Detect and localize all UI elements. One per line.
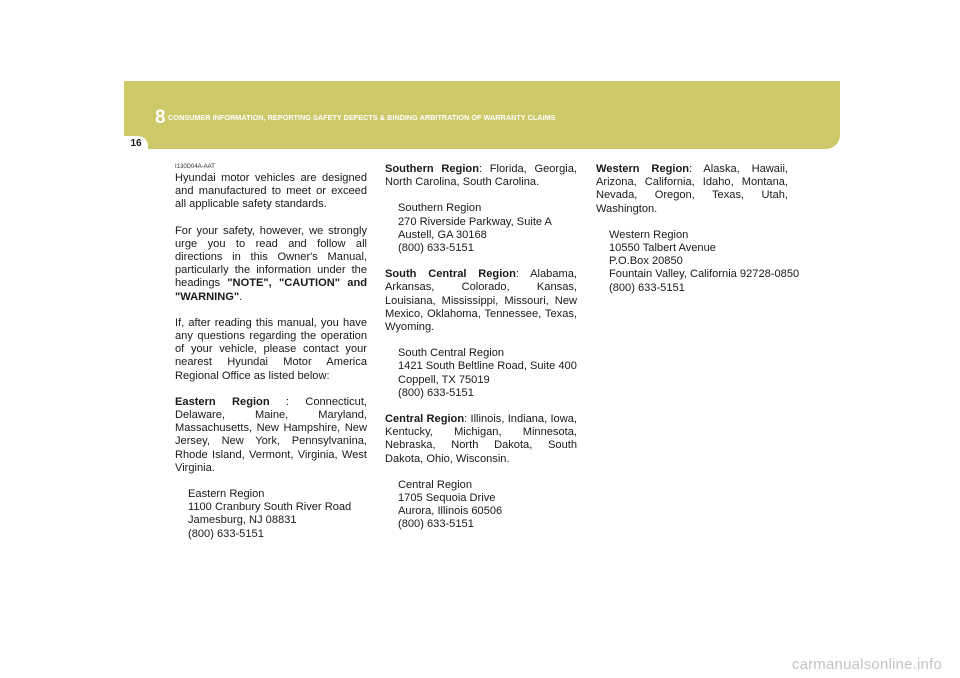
- region-eastern: Eastern Region : Connecticut, Delaware, Maine, Maryland, Massachusetts, New Hampshire, New Jersey, New York, Pennsylvanina, Rhode Island, Vermont, Virginia, West Virginia.: [175, 395, 367, 474]
- intro-paragraph-2: For your safety, however, we strongly urge you to read and follow all directions in this Owner's Manual, particularly the information under the headings "NOTE", "CAUTION" and "WARNING".: [175, 224, 367, 303]
- doc-code: I130D04A-AAT: [175, 164, 215, 170]
- region-states: Alabama, Arkansas, Colorado, Kansas, Louisiana, Mississippi, Missouri, New Mexico, Oklahoma, Tennessee, Texas, Wyoming.: [385, 268, 577, 334]
- page-number: 16: [124, 136, 148, 152]
- phone-number: (800) 633-5151: [398, 386, 474, 399]
- phone-number: (800) 633-5151: [609, 281, 685, 294]
- text-column-3: [596, 163, 800, 308]
- region-south-central: South Central Region: Alabama, Arkansas, Colorado, Kansas, Louisiana, Mississippi, Missouri, New Mexico, Oklahoma, Tennessee, Texas, Wyoming.: [385, 268, 577, 334]
- region-central: Central Region: Illinois, Indiana, Iowa, Kentucky, Michigan, Minnesota, Nebraska, North Dakota, South Dakota, Ohio, Wisconsin.: [385, 413, 577, 465]
- warning-headings: "NOTE", "CAUTION" and "WARNING": [175, 277, 367, 303]
- footer-watermark: carmanualsonline.info: [791, 656, 942, 673]
- region-name: Western Region: [596, 163, 690, 175]
- region-states: Alaska, Hawaii, Arizona, California, Idaho, Montana, Nevada, Oregon, Texas, Utah, Washington.: [596, 163, 788, 215]
- address-eastern: Eastern Region 1100 Cranbury South River Road Jamesburg, NJ 08831 (800) 633-5151: [188, 488, 367, 541]
- address-south-central: South Central Region 1421 South Beltline Road, Suite 400 Coppell, TX 75019 (800) 633-5151: [398, 347, 577, 399]
- region-southern: Southern Region: Florida, Georgia, North Carolina, South Carolina.: [385, 163, 577, 189]
- region-states: Connecticut, Delaware, Maine, Maryland, Massachusetts, New Hampshire, New Jersey, New York, Pennsylvanina, Rhode Island, Vermont, Virginia, West Virginia.: [175, 395, 367, 474]
- region-states: Florida, Georgia, North Carolina, South Carolina.: [385, 163, 577, 189]
- phone-number: (800) 633-5151: [188, 527, 264, 540]
- region-name: Southern Region: [385, 163, 479, 175]
- address-western: Western Region 10550 Talbert Avenue P.O.Box 20850 Fountain Valley, California 92728-0850 (800) 633-5151: [609, 228, 800, 294]
- region-name: South Central Region: [385, 268, 516, 281]
- intro-paragraph-3: If, after reading this manual, you have any questions regarding the operation of your vehicle, please contact your nearest Hyundai Motor America Regional Office as listed below:: [175, 316, 367, 382]
- intro-paragraph-1: Hyundai motor vehicles are designed and manufactured to meet or exceed all applicable safety standards.: [175, 172, 367, 211]
- text-column-2: [385, 163, 577, 545]
- region-states: Illinois, Indiana, Iowa, Kentucky, Michigan, Minnesota, Nebraska, North Dakota, South Dakota, Ohio, Wisconsin.: [385, 413, 577, 465]
- chapter-title: CONSUMER INFORMATION, REPORTING SAFETY DEFECTS & BINDING ARBITRATION OF WARRANTY CLAIMS: [168, 113, 556, 122]
- text-column-1: [175, 163, 367, 554]
- chapter-number: 8: [155, 107, 166, 128]
- address-southern: Southern Region 270 Riverside Parkway, Suite A Austell, GA 30168 (800) 633-5151: [398, 202, 577, 255]
- address-central: Central Region 1705 Sequoia Drive Aurora, Illinois 60506 (800) 633-5151: [398, 479, 577, 532]
- phone-number: (800) 633-5151: [398, 242, 474, 255]
- phone-number: (800) 633-5151: [398, 518, 474, 531]
- region-name: Central Region: [385, 413, 465, 426]
- region-name: Eastern Region: [175, 395, 270, 408]
- region-western: Western Region: Alaska, Hawaii, Arizona, California, Idaho, Montana, Nevada, Oregon, Texas, Utah, Washington.: [596, 163, 788, 215]
